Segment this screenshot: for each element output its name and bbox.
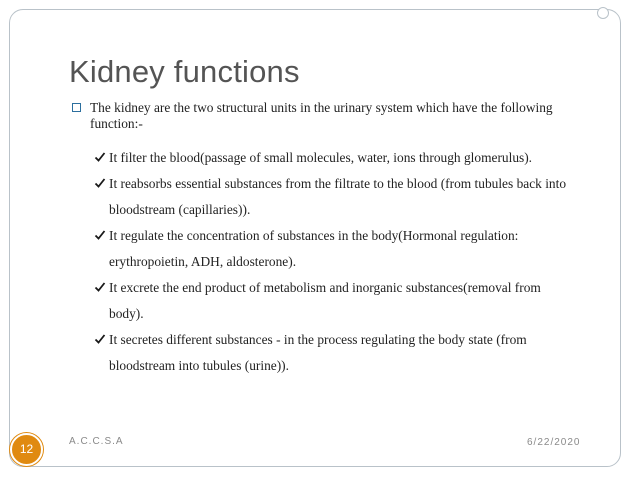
bullet-item xyxy=(72,223,602,275)
bullet-line: It excrete the end product of metabolism and inorganic substances(removal from xyxy=(109,280,541,295)
bullet-item xyxy=(72,275,602,327)
footer-author: A.C.C.S.A xyxy=(69,436,124,447)
corner-circle-decoration xyxy=(597,7,609,19)
checkmark-icon xyxy=(94,281,106,293)
bullet-line: It filter the blood(passage of small molecules, water, ions through glomerulus). xyxy=(109,150,533,165)
bullet-line: It secretes different substances - in the process regulating the body state (from xyxy=(109,332,527,347)
checkmark-icon xyxy=(94,229,106,241)
checkmark-icon xyxy=(94,333,106,345)
square-bullet-icon xyxy=(72,103,81,112)
bullet-item xyxy=(72,171,602,223)
bullet-item xyxy=(72,327,602,379)
footer-date: 6/22/2020 xyxy=(527,437,581,448)
slide-title: Kidney functions xyxy=(69,54,300,89)
slide-content xyxy=(72,100,602,379)
bullet-item xyxy=(72,145,602,171)
page-number-badge: 12 xyxy=(10,433,43,466)
bullet-line: bloodstream (capillaries)). xyxy=(109,202,251,217)
intro-text: The kidney are the two structural units in the urinary system which have the following function:- xyxy=(90,100,553,131)
bullet-line: It regulate the concentration of substances in the body(Hormonal regulation: xyxy=(109,228,519,243)
bullet-line: body). xyxy=(109,306,144,321)
intro-paragraph xyxy=(72,100,602,132)
bullet-line: It reabsorbs essential substances from the filtrate to the blood (from tubules back into xyxy=(109,176,567,191)
checkmark-icon xyxy=(94,177,106,189)
checkmark-icon xyxy=(94,151,106,163)
bullet-line: bloodstream into tubules (urine)). xyxy=(109,358,289,373)
bullet-line: erythropoietin, ADH, aldosterone). xyxy=(109,254,297,269)
